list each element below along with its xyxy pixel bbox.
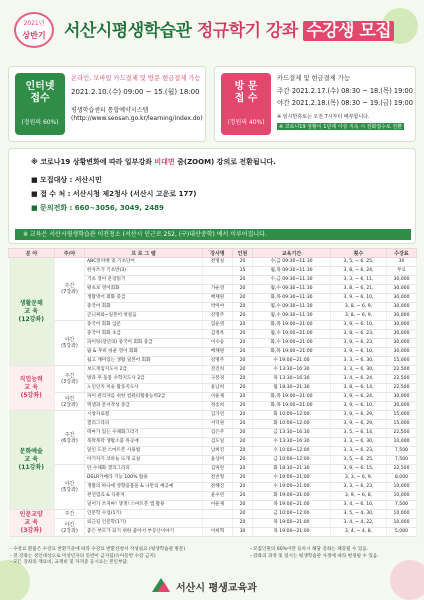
fee-cell: 30,000	[387, 330, 417, 339]
logo-icon	[150, 576, 172, 594]
schedule-cell: 화 19:00~21:00	[253, 492, 331, 501]
program-name-cell: 아기자기 코바늘 뜨개 교실	[85, 456, 203, 465]
program-name-cell: 팝 & 무비 쉬운 영어 회화	[85, 348, 203, 357]
program-name-cell: 중국어 회화 초급	[85, 330, 203, 339]
fee-cell: 5,000	[387, 528, 417, 537]
fee-cell: 22,500	[387, 384, 417, 393]
table-row	[9, 258, 417, 267]
fee-cell: 15,000	[387, 420, 417, 429]
capacity-cell: 20	[233, 357, 253, 366]
fee-cell: 30,000	[387, 339, 417, 348]
program-name-cell: 목막목막 생활소품 목공예	[85, 438, 203, 447]
fee-cell: 7,500	[387, 447, 417, 456]
online-tag: 인터넷 접수 (정원의 60%)	[15, 73, 65, 135]
sessions-cell: 3, 5, ~ 6, 25,	[331, 258, 387, 267]
category-cell: 인문교양 교 육 (3강좌)	[9, 510, 55, 537]
col-header: 횟수	[331, 249, 387, 258]
instructor-cell: 김정옥	[203, 330, 233, 339]
schedule-cell: 화,목 19:00~21:00	[253, 393, 331, 402]
fee-cell: 30,000	[387, 402, 417, 411]
program-name-cell: 중국어 회화	[85, 303, 203, 312]
instructor-cell	[203, 519, 233, 528]
fee-cell: 30,000	[387, 348, 417, 357]
table-row	[9, 465, 417, 474]
col-header: 수강료	[387, 249, 417, 258]
capacity-cell: 20	[233, 456, 253, 465]
schedule-cell: 화,수 19:00~21:00	[253, 339, 331, 348]
program-name-cell: 노인인지 미술 활동지도사	[85, 384, 203, 393]
online-site-url[interactable]: (http://www.seosan.go.kr/learning/index.do)	[71, 115, 203, 122]
col-header: 교육기간	[253, 249, 331, 258]
visit-tag: 방 문 접 수 (정원의 40%)	[221, 73, 271, 135]
instructor-cell	[203, 276, 233, 285]
schedule-cell: 화,목 19:00~21:00	[253, 348, 331, 357]
instructor-cell: 강명주	[203, 357, 233, 366]
capacity-cell: 20	[233, 285, 253, 294]
capacity-cell: 20	[233, 258, 253, 267]
capacity-cell: 20	[233, 312, 253, 321]
program-name-cell: 파이 관리자를 위한 컴퓨터활용능력2급	[85, 393, 203, 402]
capacity-cell: 20	[233, 519, 253, 528]
capacity-cell: 20	[233, 438, 253, 447]
sessions-cell: 3, 3, ~ 6, 30,	[331, 366, 387, 375]
capacity-cell: 20	[233, 483, 253, 492]
table-row	[9, 321, 417, 330]
program-name-cell: 탄 수채화 캘리그라피	[85, 465, 203, 474]
instructor-cell: 강명주	[203, 312, 233, 321]
schedule-cell: 화,목 09:30~11:30	[253, 294, 331, 303]
schedule-cell: 금 10:00~12:00	[253, 510, 331, 519]
instructor-cell: 임운영	[203, 321, 233, 330]
fee-cell: 15,000	[387, 411, 417, 420]
sessions-cell: 3, 8, ~ 6, 21,	[331, 285, 387, 294]
shift-cell: 주간 (7강좌)	[55, 258, 85, 321]
visit-night: 야간 2021.2.18.(목) 08:30 ~ 19.(금) 19:00	[277, 99, 413, 107]
capacity-cell: 20	[233, 465, 253, 474]
fee-cell: 10,000	[387, 438, 417, 447]
shift-cell: 야간 (5강좌)	[55, 465, 85, 510]
fee-cell: 22,500	[387, 366, 417, 375]
capacity-cell: 20	[233, 366, 253, 375]
instructor-cell: 윤수빈	[203, 492, 233, 501]
schedule-cell: 수 13:30~16:30	[253, 366, 331, 375]
visit-covid-note: ※ 코로나19 상황이 1단계 이상 지속 시 전화접수로 전환	[279, 124, 403, 130]
table-row	[9, 366, 417, 375]
capacity-cell: 20	[233, 294, 253, 303]
online-registration-panel	[8, 66, 206, 142]
fee-cell: 30,000	[387, 321, 417, 330]
program-name-cell: 달인 도전 스마트폰 사용법	[85, 447, 203, 456]
instructor-cell: 김도일	[203, 438, 233, 447]
sessions-cell: 3, 9, ~ 6, 10,	[331, 321, 387, 330]
sessions-cell: 3, 4, ~ 4, 22,	[331, 519, 387, 528]
notice-box	[8, 148, 416, 244]
table-row	[9, 411, 417, 420]
program-name-cell: 생활의 하나에 영향을품을 & 나만의 예공예	[85, 483, 203, 492]
program-name-cell: 퇴근길 인문학(1기)	[85, 519, 203, 528]
sessions-cell: 3, 8, ~ 6, 9,	[331, 312, 387, 321]
notice-location-bar: ※ 교육은 서산시평생학습관 이전청소 (서산시 인근로 252, (구)대산중학) 에서 이루어집니다.	[15, 229, 411, 240]
fee-cell: 30,000	[387, 312, 417, 321]
sessions-cell: 3, 3, ~ 6, 23,	[331, 447, 387, 456]
capacity-cell: 20	[233, 447, 253, 456]
schedule-cell: 수 19:00~21:00	[253, 357, 331, 366]
program-name-cell: 캘리그라피	[85, 420, 203, 429]
schedule-cell: 수,금 09:30~11:30	[253, 258, 331, 267]
schedule-cell: 수 19:00~21:00	[253, 474, 331, 483]
program-name-cell: 보드게임지도사 2급	[85, 366, 203, 375]
col-header: 프 로 그 램	[85, 249, 203, 258]
page-title: 서산시평생학습관 정규학기 강좌 수강생 모집	[64, 16, 394, 41]
sessions-cell: 3, 3, ~ 6, 30,	[331, 357, 387, 366]
program-name-cell: 일어가 쓰지마! 생생! 스마트폰 앱 활용	[85, 501, 203, 510]
capacity-cell: 20	[233, 303, 253, 312]
shift-cell: 야간 (2강좌)	[55, 519, 85, 537]
table-row	[9, 393, 417, 402]
capacity-cell: 20	[233, 375, 253, 384]
program-name-cell: 천연염료 & 디퓨저	[85, 492, 203, 501]
capacity-cell: 20	[233, 402, 253, 411]
capacity-cell: 20	[233, 348, 253, 357]
instructor-cell	[203, 510, 233, 519]
fee-cell: 15,000	[387, 357, 417, 366]
instructor-cell: 이운제	[203, 393, 233, 402]
instructor-cell: 윤상미	[203, 456, 233, 465]
visit-desc: 카드결제 및 현금결제 가능	[277, 75, 350, 82]
sessions-cell: 3, 9, ~ 6, 29,	[331, 420, 387, 429]
instructor-cell: 윤남희	[203, 384, 233, 393]
notice-place: ■ 접 수 처 : 서산시청 제2청사 (서산시 고운로 177)	[31, 190, 197, 198]
instructor-cell: 전혜진	[203, 483, 233, 492]
instructor-cell: 김가연	[203, 411, 233, 420]
sessions-cell: 3, 5, ~ 4, 30,	[331, 510, 387, 519]
shift-cell: 야간 (2강좌)	[55, 393, 85, 411]
schedule-cell: 화,목 19:00~21:00	[253, 402, 331, 411]
instructor-cell: 구본경	[203, 375, 233, 384]
logo	[150, 575, 280, 595]
fee-cell: 10,000	[387, 483, 417, 492]
capacity-cell: 20	[233, 510, 253, 519]
capacity-cell: 20	[233, 339, 253, 348]
program-name-cell: ABC알파벳 및 기초단어	[85, 258, 203, 267]
schedule-cell: 수,금 09:30~11:30	[253, 276, 331, 285]
col-header: 인원	[233, 249, 253, 258]
schedule-cell: 월 18:30~21:30	[253, 384, 331, 393]
semester-badge: 2021년 상반기	[14, 12, 54, 48]
notice-covid: ※ 코로나19 상황변화에 따라 일부강좌 비대면 줌(ZOOM) 강의로 전환됩니다.	[31, 158, 276, 166]
program-name-cell: 인문학 수업(1기)	[85, 510, 203, 519]
capacity-cell: 20	[233, 384, 253, 393]
instructor-cell: 배채원	[203, 348, 233, 357]
capacity-cell: 15	[233, 267, 253, 276]
instructor-cell: 서덕원	[203, 420, 233, 429]
sessions-cell: 3, 8, ~ 6, 14,	[331, 384, 387, 393]
schedule-cell: 수 10:00~12:00	[253, 447, 331, 456]
instructor-cell: 김미란	[203, 465, 233, 474]
capacity-cell: 20	[233, 429, 253, 438]
fee-cell: 30,000	[387, 276, 417, 285]
sessions-cell: 3, 4, ~ 6, 10,	[331, 501, 387, 510]
instructor-cell: 이수승	[203, 339, 233, 348]
sessions-cell: 3, 3, ~ 6, 11,	[331, 276, 387, 285]
sessions-cell: 3, 9, ~ 6, 8,	[331, 492, 387, 501]
sessions-cell: 3, 4, ~ 6, 24,	[331, 375, 387, 384]
program-name-cell: 왕초보 영어회화	[85, 285, 203, 294]
schedule-cell: 월,수 09:30~11:30	[253, 285, 331, 294]
shift-cell: 주간	[55, 510, 85, 519]
shift-cell: 주간 (6강좌)	[55, 411, 85, 465]
program-name-cell: 시창자로컬	[85, 411, 203, 420]
schedule-cell: 화,목 19:00~21:00	[253, 321, 331, 330]
col-header: 강사명	[203, 249, 233, 258]
sessions-cell: 3, 9, ~ 6, 29,	[331, 411, 387, 420]
online-site-name: 평생학습센터 통합예약시스템	[71, 107, 149, 114]
instructor-cell: 전찬형	[203, 474, 233, 483]
instructor-cell	[203, 267, 233, 276]
fee-cell: 10,000	[387, 519, 417, 528]
table-header-row	[9, 249, 417, 258]
footer-notes-left: - 수강료 환불은 수강료 반환기준에 따라 수강료 반환신청서 작성필요 (평생학습관 방문) - 전 강좌는 성인대상으로 미성년자의 동반이 금지됨(유아동반 수강 금지) - 모든 강좌의 재료비, 교재비 및 자격증 응시료는 본인부담.	[10, 547, 186, 566]
capacity-cell: 20	[233, 492, 253, 501]
program-name-cell: 테마가 있는 수채화그리기	[85, 429, 203, 438]
shift-cell: 야간 (5강좌)	[55, 321, 85, 366]
col-header: 주/야	[55, 249, 85, 258]
schedule-cell: 목 19:00~21:00	[253, 501, 331, 510]
instructor-cell: 정송희	[203, 402, 233, 411]
instructor-cell: 가순영	[203, 285, 233, 294]
schedule-cell: 금 10:00~12:00	[253, 456, 331, 465]
fee-cell: 30,000	[387, 303, 417, 312]
table-row	[9, 510, 417, 519]
program-name-cell: 파이팅(장년의) 중국어 회화 중급	[85, 339, 203, 348]
fee-cell: 10,000	[387, 510, 417, 519]
capacity-cell: 20	[233, 474, 253, 483]
visit-note: ※ 임시반휴토는 오전 7시부터 배부합니다.	[277, 114, 370, 120]
capacity-cell: 20	[233, 276, 253, 285]
instructor-cell: 전명실	[203, 258, 233, 267]
notice-contact: ■ 문의전화 : 660~3056, 3049, 2489	[31, 204, 164, 212]
sessions-cell: 3, 3, ~ 6, 30,	[331, 438, 387, 447]
sessions-cell: 3, 3, ~ 6, 9,	[331, 474, 387, 483]
category-cell: 문화예술 교 육 (11강좌)	[9, 411, 55, 510]
program-name-cell: 생활영어 회화 중급	[85, 294, 203, 303]
capacity-cell: 20	[233, 330, 253, 339]
capacity-cell: 20	[233, 411, 253, 420]
capacity-cell: 20	[233, 321, 253, 330]
schedule-cell: 목 19:00~21:00	[253, 519, 331, 528]
schedule-cell: 월,수 09:30~11:30	[253, 303, 331, 312]
sessions-cell: 3, 9, ~ 6, 10,	[331, 294, 387, 303]
sessions-cell: 3, 8, ~ 6, 24,	[331, 267, 387, 276]
capacity-cell: 30	[233, 528, 253, 537]
sessions-cell: 3, 9, ~ 6, 24,	[331, 393, 387, 402]
sessions-cell: 3, 8, ~ 6, 9,	[331, 303, 387, 312]
logo-text: 서산시 평생교육과	[176, 583, 257, 594]
program-name-cell: 엑셀과 문서작성 중급	[85, 402, 203, 411]
capacity-cell: 20	[233, 393, 253, 402]
col-header: 분 야	[9, 249, 55, 258]
instructor-cell: 배채원	[203, 294, 233, 303]
program-name-cell: 곤니찌와~일본어 첫걸음	[85, 312, 203, 321]
sessions-cell: 3, 8, ~ 6, 23,	[331, 330, 387, 339]
program-name-cell: 쉽고 재미있는 생활 일본어 회화	[85, 357, 203, 366]
program-name-cell: 방과 후 돌봄 수학지도사 2급	[85, 375, 203, 384]
course-table	[8, 248, 417, 537]
fee-cell: 무료	[387, 267, 417, 276]
capacity-cell: 20	[233, 501, 253, 510]
visit-registration-panel	[214, 66, 416, 142]
fee-cell: 8,000	[387, 474, 417, 483]
sessions-cell: 3, 5, ~ 6, 14,	[331, 429, 387, 438]
schedule-cell: 수 19:00~21:00	[253, 483, 331, 492]
fee-cell: 7,500	[387, 501, 417, 510]
category-cell: 직업능력 교 육 (5강좌)	[9, 366, 55, 411]
instructor-cell: 남희진	[203, 447, 233, 456]
schedule-cell: 금 13:30~16:30	[253, 429, 331, 438]
sessions-cell: 3, 5, ~ 6, 25,	[331, 456, 387, 465]
schedule-cell: 목 13:30~16:30	[253, 375, 331, 384]
category-cell: 생활문해 교 육 (12강좌)	[9, 258, 55, 366]
schedule-cell: 화 10:00~12:00	[253, 420, 331, 429]
footer-notes-right: - 모집인원의 60%이만 등록시 해당 강좌는 폐강될 수 있음. - 강좌의 과정 및 일시는 평생학습관 사정에 따라 변경될 수 있음.	[250, 547, 379, 559]
header	[0, 0, 424, 62]
program-name-cell: DSLR카메라 기능 100% 활용	[85, 474, 203, 483]
sessions-cell: 3, 3, ~ 6, 23,	[331, 483, 387, 492]
program-name-cell: 좋은 부모가 되기 위한 좋아서 부동산이야기	[85, 528, 203, 537]
fee-cell: 30,000	[387, 294, 417, 303]
instructor-cell: 전진희	[203, 366, 233, 375]
schedule-cell: 월,수 09:30~11:30	[253, 312, 331, 321]
schedule-cell: 화 18:30~21:30	[253, 465, 331, 474]
instructor-cell: 이운제	[203, 501, 233, 510]
sessions-cell: 3, 9, ~ 6, 10,	[331, 348, 387, 357]
fee-cell: 10,000	[387, 492, 417, 501]
fee-cell: 7,500	[387, 456, 417, 465]
notice-target: ■ 모집대상 : 서산시민	[31, 176, 102, 184]
sessions-cell: 3, 9, ~ 6, 23,	[331, 339, 387, 348]
instructor-cell: 박미야	[203, 303, 233, 312]
online-desc: 온라인, 모바일 카드결제 및 방문 현금결제 가능	[71, 75, 201, 82]
capacity-cell: 20	[233, 420, 253, 429]
sessions-cell: 3, 4, ~ 4, 8,	[331, 528, 387, 537]
schedule-cell: 월,수 19:00~21:00	[253, 330, 331, 339]
program-name-cell: 중국어 회화 입문	[85, 321, 203, 330]
program-name-cell: 기초 영어 문장읽기	[85, 276, 203, 285]
online-dates: 2021.2.10.(수) 09:00 ~ 15.(월) 18:00	[71, 88, 200, 96]
fee-cell: 22,500	[387, 375, 417, 384]
schedule-cell: 화 10:00~12:00	[253, 411, 331, 420]
program-name-cell: 한자쓰기 기초반(3)	[85, 267, 203, 276]
fee-cell: 30,000	[387, 285, 417, 294]
table-row	[9, 519, 417, 528]
instructor-cell: 이희혁	[203, 528, 233, 537]
shift-cell: 주간 (3강좌)	[55, 366, 85, 393]
schedule-cell: 목 19:00~21:00	[253, 528, 331, 537]
instructor-cell: 김은주	[203, 429, 233, 438]
schedule-cell: 수 13:30~16:30	[253, 438, 331, 447]
leaf-decoration	[390, 560, 424, 600]
fee-cell: 30	[387, 258, 417, 267]
fee-cell: 30,000	[387, 393, 417, 402]
visit-day: 주간 2021.2.17.(수) 08:30 ~ 18.(목) 19:00	[277, 87, 413, 95]
schedule-cell: 월,목 09:30~11:30	[253, 267, 331, 276]
fee-cell: 22,500	[387, 429, 417, 438]
fee-cell: 22,500	[387, 465, 417, 474]
sessions-cell: 3, 9, ~ 6, 15,	[331, 465, 387, 474]
sessions-cell: 3, 9, ~ 6, 10,	[331, 402, 387, 411]
